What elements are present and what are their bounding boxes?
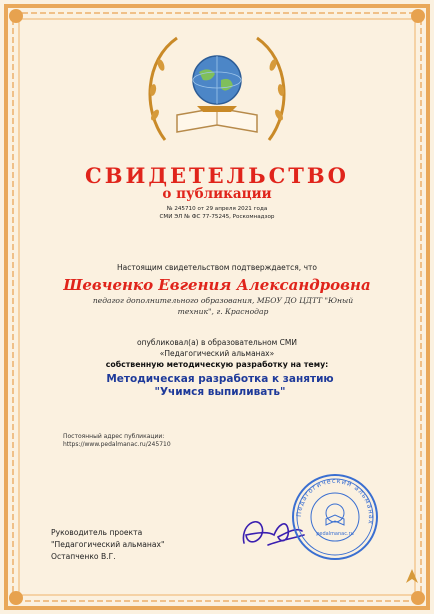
- recipient-name: Шевченко Евгения Александровна: [63, 276, 371, 294]
- publication-url[interactable]: https://www.pedalmanac.ru/245710: [63, 441, 171, 448]
- published-in-text: опубликовал(а) в образовательном СМИ: [136, 338, 297, 347]
- stamp-center-text: pedalmanac.ru: [316, 531, 354, 537]
- certificate-title: СВИДЕТЕЛЬСТВО: [85, 163, 349, 188]
- official-stamp: [291, 473, 379, 561]
- svg-text:Педагогический альманах: [295, 477, 375, 526]
- corner-arrow-icon: [405, 568, 419, 584]
- development-type: собственную методическую разработку на тему:: [105, 360, 329, 369]
- media-name: «Педагогический альманах»: [159, 349, 275, 358]
- globe-book-emblem: [137, 20, 297, 160]
- work-title: Методическая разработка к занятию "Учимся выпиливать": [106, 373, 334, 398]
- registration-number: № 245710 от 29 апреля 2021 года: [166, 206, 268, 212]
- address-label: Постоянный адрес публикации:: [63, 433, 165, 440]
- recipient-position: педагог дополнительного образования, МБОУ ДО ЦДТТ "Юный техник", г. Краснодар: [92, 296, 354, 316]
- confirmation-text: Настоящим свидетельством подтверждается, что: [117, 263, 317, 272]
- signatory-project: "Педагогический альманах": [51, 540, 165, 549]
- stamp-ring-text: Педагогический альманах: [294, 476, 376, 526]
- certificate-subtitle: о публикации: [162, 186, 272, 202]
- signatory-role: Руководитель проекта: [51, 528, 143, 537]
- media-registration: СМИ ЭЛ № ФС 77-75245, Роскомнадзор: [159, 214, 275, 220]
- signatory-name: Остапченко В.Г.: [51, 552, 116, 561]
